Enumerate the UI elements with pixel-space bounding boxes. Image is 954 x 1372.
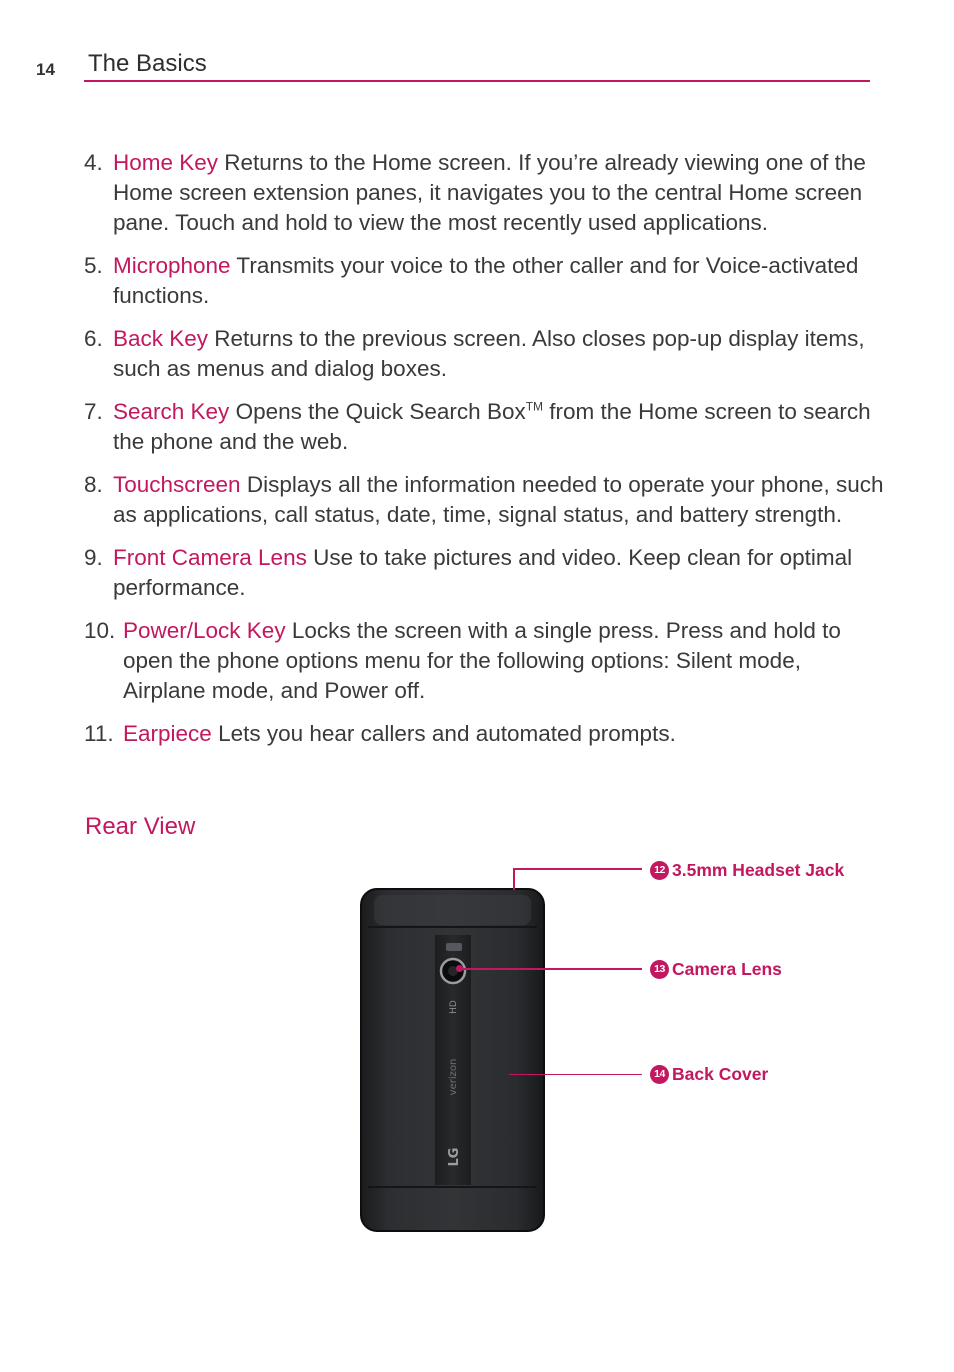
key-list bbox=[84, 148, 884, 762]
item-description: Opens the Quick Search Box bbox=[229, 399, 526, 424]
callout-back-cover bbox=[650, 1064, 768, 1085]
trademark-sup: TM bbox=[525, 399, 544, 414]
item-description: Use to take pictures and video. Keep clean for optimal performance. bbox=[113, 545, 853, 600]
callout-dot-camera bbox=[456, 965, 463, 972]
callout-label-text: 3.5mm Headset Jack bbox=[672, 860, 845, 880]
rear-view-heading: Rear View bbox=[85, 813, 196, 840]
callout-line-camera bbox=[460, 968, 642, 970]
item-term: Earpiece bbox=[123, 721, 212, 746]
item-term: Touchscreen bbox=[113, 472, 241, 497]
item-term: Back Key bbox=[113, 326, 209, 351]
callout-number-badge: 12 bbox=[650, 861, 669, 880]
list-item-back-key bbox=[84, 324, 884, 384]
callout-line-headset-horizontal bbox=[513, 868, 642, 870]
list-item-earpiece bbox=[84, 719, 884, 749]
callout-camera-lens bbox=[650, 959, 782, 980]
phone-hd-text: HD bbox=[449, 1000, 459, 1014]
section-title: The Basics bbox=[88, 50, 207, 77]
item-number: 9. bbox=[84, 545, 103, 570]
item-number: 10. bbox=[84, 618, 116, 643]
phone-brand-text: LG bbox=[447, 1147, 462, 1167]
item-description: Returns to the Home screen. If you’re already viewing one of the Home screen extension panes, it navigates you to the central Home screen pane. Touch and hold to view the most recently used applications. bbox=[113, 150, 866, 235]
item-number: 5. bbox=[84, 253, 103, 278]
list-item-home-key bbox=[84, 148, 884, 238]
phone-top-band bbox=[374, 895, 531, 925]
callout-label-text: Camera Lens bbox=[672, 959, 782, 979]
item-number: 8. bbox=[84, 472, 103, 497]
item-number: 11. bbox=[84, 721, 114, 746]
item-number: 6. bbox=[84, 326, 103, 351]
item-description: Lets you hear callers and automated prompts. bbox=[211, 721, 676, 746]
item-description-cont: from the Home screen to search the phone and the web. bbox=[113, 399, 871, 454]
item-term: Microphone bbox=[113, 253, 231, 278]
item-term: Front Camera Lens bbox=[113, 545, 307, 570]
item-term: Search Key bbox=[113, 399, 230, 424]
callout-headset-jack bbox=[650, 860, 844, 881]
header-rule bbox=[84, 80, 870, 82]
list-item-microphone bbox=[84, 251, 884, 311]
callout-line-back-cover bbox=[509, 1074, 642, 1075]
list-item-front-camera-lens bbox=[84, 543, 884, 603]
list-item-search-key bbox=[84, 397, 884, 457]
phone-carrier-text: verizon bbox=[448, 1058, 459, 1096]
item-term: Home Key bbox=[113, 150, 219, 175]
item-description: Displays all the information needed to operate your phone, such as applications, call status, date, time, signal status, and battery strength. bbox=[113, 472, 884, 527]
page-number: 14 bbox=[36, 60, 55, 79]
list-item-power-lock-key bbox=[84, 616, 884, 706]
item-term: Power/Lock Key bbox=[123, 618, 286, 643]
item-description: Transmits your voice to the other caller and for Voice-activated functions. bbox=[113, 253, 859, 308]
list-item-touchscreen bbox=[84, 470, 884, 530]
callout-number-badge: 14 bbox=[650, 1065, 669, 1084]
item-description: Locks the screen with a single press. Press and hold to open the phone options menu for the following options: Silent mode, Airplane mode, and Power off. bbox=[123, 618, 841, 703]
phone-rear-illustration bbox=[360, 887, 546, 1233]
item-number: 4. bbox=[84, 150, 103, 175]
callout-line-headset-vertical bbox=[513, 869, 515, 890]
callout-number-badge: 13 bbox=[650, 960, 669, 979]
callout-label-text: Back Cover bbox=[672, 1064, 769, 1084]
item-description: Returns to the previous screen. Also closes pop-up display items, such as menus and dialog boxes. bbox=[113, 326, 865, 381]
item-number: 7. bbox=[84, 399, 103, 424]
flash-window bbox=[446, 943, 462, 951]
